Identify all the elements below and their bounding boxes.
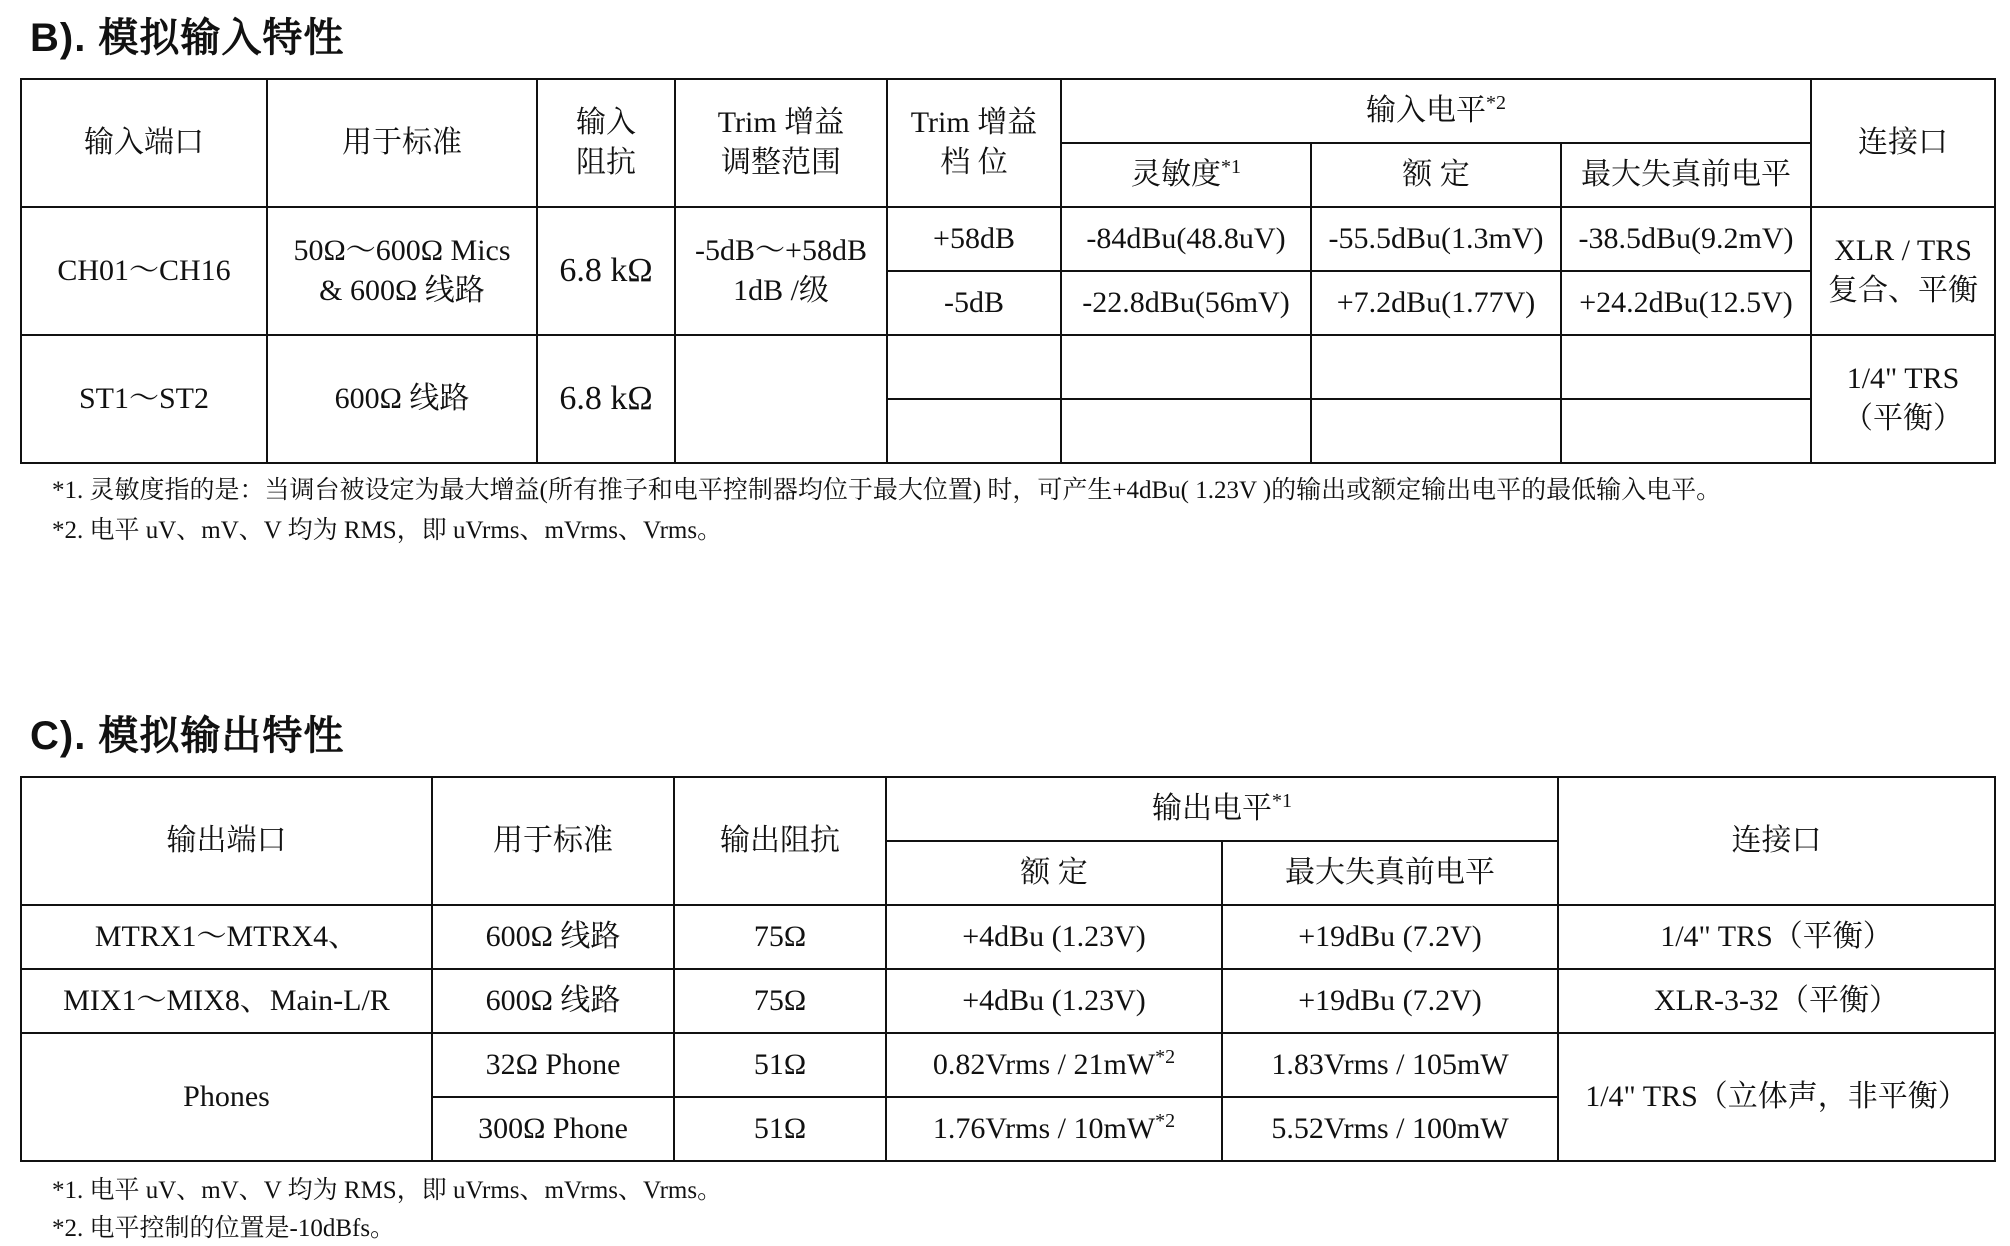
footnote-c-2: *2. 电平控制的位置是-10dBfs。 (52, 1215, 396, 1242)
cell-empty (1311, 335, 1561, 399)
cell-impedance: 51Ω (674, 1033, 886, 1097)
cell-max-level: +19dBu (7.2V) (1222, 969, 1558, 1033)
cell-sensitivity: -84dBu(48.8uV) (1061, 207, 1311, 271)
cell-trim-step: +58dB (887, 207, 1061, 271)
header-trim-step-line2: 档 位 (940, 146, 1008, 179)
table-row (21, 969, 1995, 1033)
table-row (21, 1033, 1995, 1097)
cell-connector-line2: （平衡） (1843, 402, 1963, 435)
cell-nominal (886, 1097, 1222, 1161)
cell-empty (887, 335, 1061, 399)
cell-impedance: 75Ω (674, 969, 886, 1033)
header-max-level: 最大失真前电平 (1561, 143, 1811, 207)
cell-standard-ch (267, 207, 537, 335)
cell-connector-ch (1811, 207, 1995, 335)
cell-impedance-st: 6.8 kΩ (537, 335, 675, 463)
cell-connector-line1: XLR / TRS (1834, 234, 1972, 267)
cell-standard: 600Ω 线路 (432, 905, 674, 969)
cell-connector: 1/4" TRS（平衡） (1558, 905, 1995, 969)
cell-standard-line1: 50Ω～600Ω Mics (293, 234, 511, 267)
cell-connector-line2: 复合、平衡 (1828, 274, 1978, 307)
footnote-mark: *1 (1221, 156, 1241, 178)
cell-connector-st (1811, 335, 1995, 463)
header-input-level (1061, 79, 1811, 143)
cell-empty (1061, 399, 1311, 463)
cell-empty (1311, 399, 1561, 463)
cell-nominal: -55.5dBu(1.3mV) (1311, 207, 1561, 271)
header-standard: 用于标准 (267, 79, 537, 207)
cell-port-phones: Phones (21, 1033, 432, 1161)
header-trim-step (887, 79, 1061, 207)
footnote-mark: *1 (1272, 790, 1292, 812)
cell-standard: 32Ω Phone (432, 1033, 674, 1097)
header-input-impedance (537, 79, 675, 207)
header-sensitivity-text: 灵敏度 (1131, 158, 1221, 191)
cell-nominal: +7.2dBu(1.77V) (1311, 271, 1561, 335)
header-trim-step-line1: Trim 增益 (910, 106, 1038, 139)
section-b-title: B). 模拟输入特性 (30, 16, 345, 60)
cell-impedance: 75Ω (674, 905, 886, 969)
cell-standard-line2: & 600Ω 线路 (319, 274, 485, 307)
footnote-mark: *2 (1486, 92, 1506, 114)
header-output-level-text: 输出电平 (1152, 792, 1272, 825)
header-trim-range-line1: Trim 增益 (717, 106, 845, 139)
header-output-port: 输出端口 (21, 777, 432, 905)
cell-max-level: +24.2dBu(12.5V) (1561, 271, 1811, 335)
analog-input-table (20, 78, 1996, 464)
header-connector: 连接口 (1811, 79, 1995, 207)
header-output-impedance: 输出阻抗 (674, 777, 886, 905)
footnote-mark: *2 (1155, 1110, 1176, 1132)
cell-sensitivity: -22.8dBu(56mV) (1061, 271, 1311, 335)
footnote-c-1: *1. 电平 uV、mV、V 均为 RMS，即 uVrms、mVrms、Vrms。 (52, 1177, 723, 1204)
cell-port: MTRX1～MTRX4、 (21, 905, 432, 969)
analog-output-table (20, 776, 1996, 1162)
header-nominal: 额 定 (1311, 143, 1561, 207)
header-connector: 连接口 (1558, 777, 1995, 905)
cell-max-level: 1.83Vrms / 105mW (1222, 1033, 1558, 1097)
cell-trim-range-line1: -5dB～+58dB (695, 234, 867, 267)
cell-empty (887, 399, 1061, 463)
cell-nominal (886, 1033, 1222, 1097)
header-trim-range (675, 79, 887, 207)
header-impedance-line2: 阻抗 (576, 146, 636, 179)
cell-connector-line1: 1/4" TRS (1846, 362, 1960, 395)
cell-max-level: 5.52Vrms / 100mW (1222, 1097, 1558, 1161)
cell-trim-range-ch (675, 207, 887, 335)
header-input-level-text: 输入电平 (1366, 94, 1486, 127)
cell-max-level: +19dBu (7.2V) (1222, 905, 1558, 969)
footnote-b-1: *1. 灵敏度指的是：当调台被设定为最大增益(所有推子和电平控制器均位于最大位置) 时，可产生+4dBu( 1.23V )的输出或额定输出电平的最低输入电平。 (52, 477, 1722, 504)
footnote-b-2: *2. 电平 uV、mV、V 均为 RMS，即 uVrms、mVrms、Vrms。 (52, 517, 723, 544)
cell-standard: 300Ω Phone (432, 1097, 674, 1161)
cell-trim-step: -5dB (887, 271, 1061, 335)
cell-empty (675, 335, 887, 463)
cell-nominal: +4dBu (1.23V) (886, 969, 1222, 1033)
section-c-title: C). 模拟输出特性 (30, 714, 345, 758)
cell-nominal-text: 1.76Vrms / 10mW (932, 1112, 1156, 1145)
cell-standard-st: 600Ω 线路 (267, 335, 537, 463)
header-trim-range-line2: 调整范围 (721, 146, 841, 179)
cell-connector: XLR-3-32（平衡） (1558, 969, 1995, 1033)
cell-empty (1561, 399, 1811, 463)
header-impedance-line1: 输入 (576, 106, 636, 139)
cell-port: MIX1～MIX8、Main-L/R (21, 969, 432, 1033)
header-standard: 用于标准 (432, 777, 674, 905)
table-row (21, 905, 1995, 969)
cell-impedance-ch: 6.8 kΩ (537, 207, 675, 335)
cell-empty (1561, 335, 1811, 399)
cell-connector-phones: 1/4" TRS（立体声，非平衡） (1558, 1033, 1995, 1161)
cell-port-ch: CH01～CH16 (21, 207, 267, 335)
header-output-level (886, 777, 1558, 841)
cell-port-st: ST1～ST2 (21, 335, 267, 463)
cell-nominal-text: 0.82Vrms / 21mW (932, 1048, 1156, 1081)
cell-impedance: 51Ω (674, 1097, 886, 1161)
cell-max-level: -38.5dBu(9.2mV) (1561, 207, 1811, 271)
cell-empty (1061, 335, 1311, 399)
header-sensitivity (1061, 143, 1311, 207)
cell-nominal: +4dBu (1.23V) (886, 905, 1222, 969)
header-input-port: 输入端口 (21, 79, 267, 207)
header-max-level: 最大失真前电平 (1222, 841, 1558, 905)
header-nominal: 额 定 (886, 841, 1222, 905)
cell-trim-range-line2: 1dB /级 (733, 274, 829, 307)
cell-standard: 600Ω 线路 (432, 969, 674, 1033)
footnote-mark: *2 (1155, 1046, 1176, 1068)
